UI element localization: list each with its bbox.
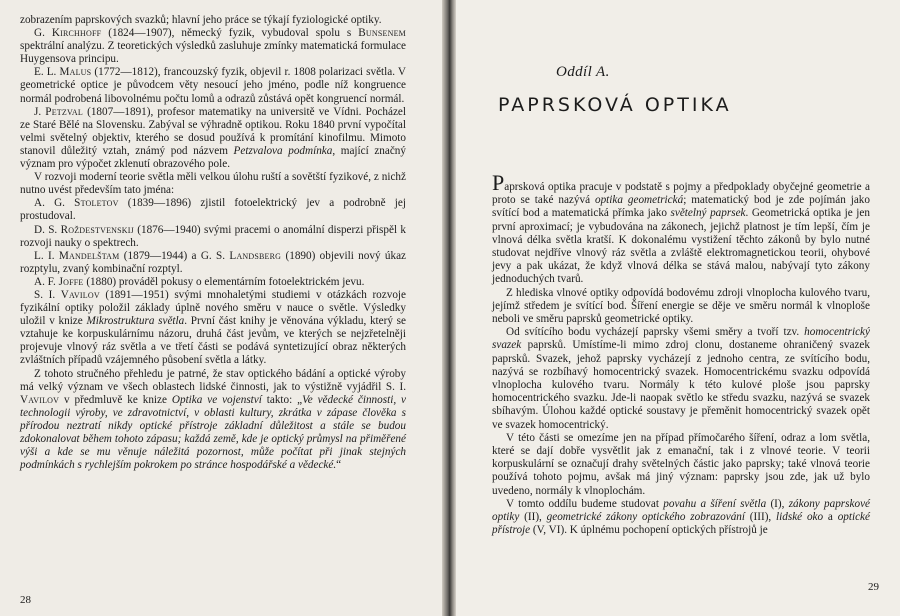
left-page <box>0 0 446 616</box>
right-paragraph-5: V tomto oddílu budeme studovat povahu a šíření světla (I), zákony paprskové optiky (II), geometrické zákony optického zobrazování (III), lidské oko a optické přístroje (V, VI). K úplnému pochopení optických přístrojů je <box>492 497 871 537</box>
right-paragraph-2: Z hlediska vlnové optiky odpovídá bodovému zdroji vlnoplocha kulového tvaru, jejímž středem je svítící bod. Šíření energie se děje ve směru normál k vlnoploše neboli ve směru paprsků geometrické optiky. <box>492 286 870 326</box>
section-title: PAPRSKOVÁ OPTIKA <box>498 94 732 116</box>
right-paragraph-1: Paprsková optika pracuje v podstatě s pojmy a předpoklady obyčejné geometrie a proto se také nazývá optika geometrická; matematický bod je zde pojímán jako svítící bod a matematická přímka jako světelný paprsek. Geometrická optika je jen první aproximací; je vybudována na zákonech, jejichž platnost je tím lepší, čím je vlnová délka světla kratší. K dokonalému vystižení těchto zákonů by bylo nutné studovat nejdříve vlnový ráz světla a zvláště elektromagnetickou teorii, ohybové jevy a pak ukázat, že když vlnová délka se stává malou, nabývají tyto zákony jednoduchých tvarů. <box>492 170 870 286</box>
left-page-text <box>20 14 406 472</box>
left-paragraph-7: D. S. Roždestvenskij (1876—1940) svými pracemi o anomální disperzi přispěl k rozvoji nauky o spektrech. <box>20 223 406 249</box>
left-paragraph-11: Z tohoto stručného přehledu je patrné, že stav optického bádání a optické výroby má velký význam ve všech oblastech lidské činnosti, jak to výstižně vyjádřil S. I. Vavilov v předmluvě ke knize Optika ve vojenství takto: „Ve vědecké činnosti, v technologii výroby, ve zdravotnictví, v oblasti kultury, zkrátka v zápase člověka s přírodou neztratí nikdy optické přístroje základní důležitost a stále se budou zdokonalovat během tohoto zápasu; každá země, kde je optický průmysl na přiměřené výši a kde se mu věnuje náležitá pozornost, může počítat při jinak stejných podmínkách s rychlejším pokrokem po stránce hospodářské a vědecké.“ <box>20 367 406 472</box>
page-number-left: 28 <box>20 594 31 606</box>
section-label: Oddíl A. <box>556 64 610 80</box>
left-paragraph-10: S. I. Vavilov (1891—1951) svými mnohaletými studiemi v otázkách rozvoje fyzikální optiky položil základy úplně nového směru v nauce o světle. Výsledky uložil v knize Mikrostruktura světla. První část knihy je věnována výkladu, který se vztahuje ke korpuskulárnímu názoru, druhá část jevům, ve kterých se nejzřetelněji projevuje vlnový ráz světla a ve třetí části se podává syntetizující obraz některých zvláštních případů vzájemného působení světla a látky. <box>20 288 406 367</box>
right-paragraph-4: V této části se omezíme jen na případ přímočarého šíření, odraz a lom světla, které se dají dobře vysvětlit jak z emanační, tak i z vlnové teorie. V teorii korpuskulární se označují drahy světelných částic jako paprsky; také vlnová teorie používá tohoto pojmu, avšak má jiný význam: paprsky jsou zde, jak už bylo uvedeno, normály k vlnoplochám. <box>492 431 870 497</box>
right-paragraph-3: Od svítícího bodu vycházejí paprsky všemi směry a tvoří tzv. homocentrický svazek paprsků. Umístíme-li mimo zdroj clonu, dostaneme ohraničený svazek paprsků. Svazek, jehož paprsky vycházejí z jednoho centra, ze svítícího bodu, nazývá se rozbíhavý homocentrický svazek. Homocentrickému svazku odpovídá vlnoplocha kulového tvaru. Normály k této kulové ploše jsou paprsky homocentrického svazku. Jde-li naopak světlo ke středu svazku, nazývá se svazek sbíhavým. Úlohou každé optické soustavy je přeměnit homocentrický svazek opět ve svazek homocentrický. <box>492 326 870 431</box>
left-paragraph-9: A. F. Joffe (1880) prováděl pokusy o elementárním fotoelektrickém jevu. <box>34 275 365 288</box>
left-paragraph-6: A. G. Stoletov (1839—1896) zjistil fotoelektrický jev a podrobně jej prostudoval. <box>20 197 406 223</box>
left-paragraph-8: L. I. Mandelštam (1879—1944) a G. S. Landsberg (1890) objevili nový úkaz rozptylu, zvaný kombinační rozptyl. <box>20 249 407 275</box>
left-paragraph-5: V rozvoji moderní teorie světla měli velkou úlohu ruští a sovětští fyzikové, z nichž nutno uvést především tato jména: <box>20 171 406 197</box>
left-paragraph-4: J. Petzval (1807—1891), profesor matematiky na universitě ve Vídni. Pocházel ze Staré Bělé na Slovensku. Zabýval se výhradně optikou. Roku 1840 první vypočítal velmi světelný objektiv, kterého se dosud používá k promítání kinofilmu. Mimoto stanovil důležitý vztah, známý pod názvem Petzvalova podmínka, mající značný význam pro výpočet zklenutí obrazového pole. <box>20 105 406 171</box>
right-page <box>452 0 900 616</box>
left-paragraph-2: G. Kirchhoff (1824—1907), německý fyzik, vybudoval spolu s Bunsenem spektrální analýzu. Z teoretických výsledků zasluhuje zmínky matematická formulace Huygensova principu. <box>20 27 406 66</box>
right-page-text <box>492 170 871 537</box>
left-paragraph-1: zobrazením paprskových svazků; hlavní jeho práce se týkají fyziologické optiky. <box>20 14 382 26</box>
left-paragraph-3: E. L. Malus (1772—1812), francouzský fyzik, objevil r. 1808 polarizaci světla. V geometrické optice je původcem věty nesoucí jeho jméno, podle níž kongruence normál podrobená libovolnému počtu lomů a odrazů zůstává opět kongruencí normál. <box>20 66 406 105</box>
book-gutter <box>442 0 456 616</box>
page-number-right: 29 <box>868 581 879 593</box>
